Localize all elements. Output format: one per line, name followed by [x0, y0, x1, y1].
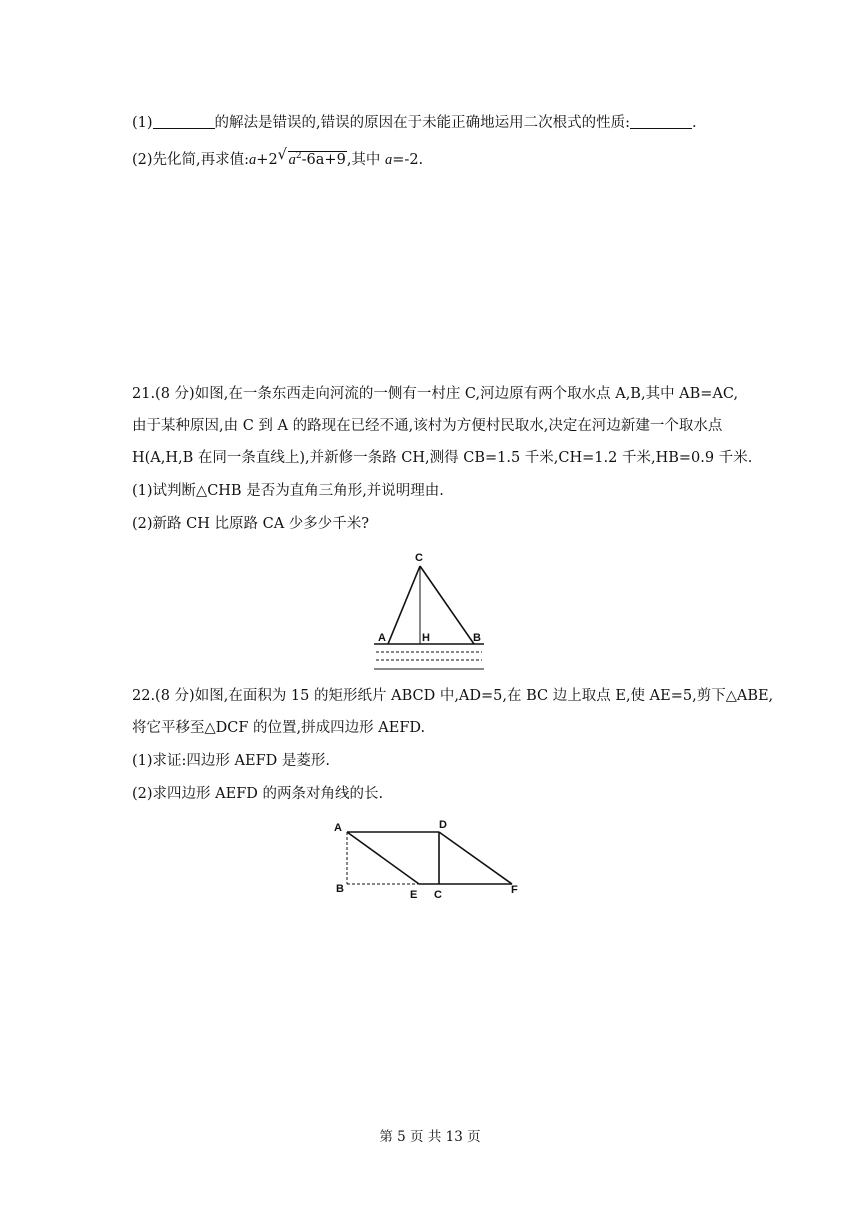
label-d: D	[439, 819, 447, 831]
label-f: F	[511, 884, 518, 896]
q21-part2: (2)新路 CH 比原路 CA 少多少千米?	[132, 516, 370, 532]
label-e: E	[410, 889, 418, 901]
page-footer: 第 5 页 共 13 页	[379, 1129, 481, 1145]
q22-line2: 将它平移至△DCF 的位置,拼成四边形 AEFD.	[132, 720, 426, 736]
q22-figure	[328, 814, 528, 904]
q21-part1: (1)试判断△CHB 是否为直角三角形,并说明理由.	[132, 483, 444, 499]
q22-part2: (2)求四边形 AEFD 的两条对角线的长.	[132, 786, 384, 802]
label-b: B	[473, 632, 481, 644]
q21-line3: H(A,H,B 在同一条直线上),并新修一条路 CH,测得 CB=1.5 千米,CH=1.2 千米,HB=0.9 千米.	[132, 450, 753, 466]
label-a: A	[334, 822, 342, 834]
square-root: √ $a^2-6a+9$	[278, 146, 347, 170]
q21-line1: 21.(8 分)如图,在一条东西走向河流的一侧有一村庄 C,河边原有两个取水点 A,B,其中 AB=AC,	[132, 386, 739, 402]
label-b: B	[336, 883, 344, 895]
q22-line1: 22.(8 分)如图,在面积为 15 的矩形纸片 ABCD 中,AD=5,在 BC 边上取点 E,使 AE=5,剪下△ABE,	[132, 688, 774, 704]
label-h: H	[422, 632, 430, 644]
label-a: A	[378, 632, 386, 644]
answer-blank-1[interactable]	[153, 114, 215, 129]
answer-blank-2[interactable]	[630, 114, 692, 129]
q21-line2: 由于某种原因,由 C 到 A 的路现在已经不通,该村为方便村民取水,决定在河边新建一个取水点	[132, 418, 723, 434]
q20-part2: (2)先化简,再求值:a+2√ $a^2-6a+9$,其中 a=-2.	[132, 146, 423, 170]
q22-part1: (1)求证:四边形 AEFD 是菱形.	[132, 753, 330, 769]
q20-part1: (1) 的解法是错误的,错误的原因在于未能正确地运用二次根式的性质: .	[132, 115, 697, 131]
label-c: C	[434, 889, 442, 901]
q21-figure	[370, 548, 490, 673]
label-c: C	[415, 552, 423, 564]
